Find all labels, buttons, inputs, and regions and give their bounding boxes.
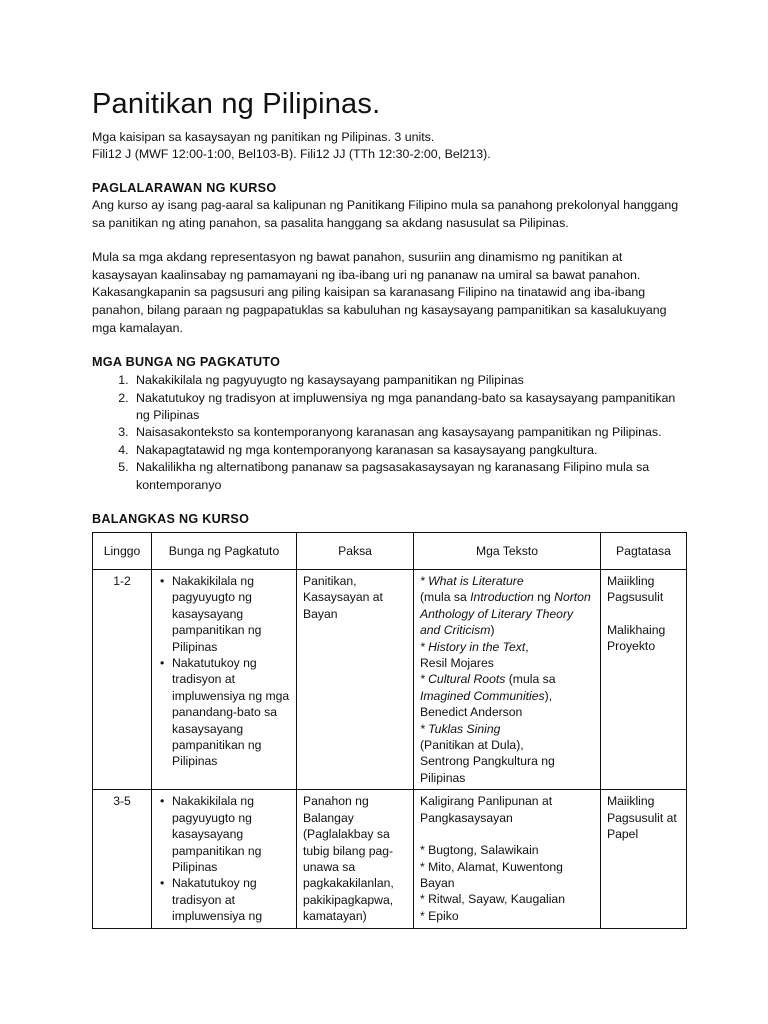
cell-linggo: 3-5	[93, 790, 152, 928]
text-author: Sentrong Pangkultura ng Pilipinas	[420, 754, 555, 785]
description-paragraph: Ang kurso ay isang pag-aaral sa kalipunan ng Panitikang Filipino mula sa panahong prekolonyal hanggang sa panitikan ng ating panahon, sa pasalita hanggang sa akdang nasusulat sa Pilipinas.	[92, 198, 679, 230]
column-header: Bunga ng Pagkatuto	[152, 533, 297, 570]
description-paragraph: Mula sa mga akdang representasyon ng bawat panahon, susuriin ang dinamismo ng panitikan at kasaysayan kaalinsabay ng pamamayani ng iba-ibang uri ng pananaw na umiral sa bawat panahon. Kakasangkapanin sa pagsusuri ang piling kaisipan sa karanasang Filipino na tinatawid ang iba-ibang panahon, bilang paraan ng pagpapatuklas sa kabuluhan ng kasaysayang pampanitikan sa kasalukuyang mga kamalayan.	[92, 250, 667, 335]
cell-paksa: Panitikan, Kasaysayan at Bayan	[297, 570, 414, 790]
cell-linggo: 1-2	[93, 570, 152, 790]
text-title: Introduction	[470, 590, 534, 605]
column-header: Pagtatasa	[601, 533, 687, 570]
cell-paksa: Panahon ng Balangay (Paglalakbay sa tubig bilang pag-unawa sa pagkakakilanlan, pakikipagkapwa, kamatayan)	[297, 790, 414, 928]
text-title: * What is Literature	[420, 574, 524, 588]
text-item: * Ritwal, Sayaw, Kaugalian	[420, 892, 565, 907]
cell-pagtatasa	[601, 570, 687, 790]
list-item: • Nakakikilala ng pagyuyugto ng kasaysayang pampanitikan ng Pilipinas	[172, 573, 290, 655]
outcomes-list	[92, 372, 680, 494]
column-header: Linggo	[93, 533, 152, 570]
text-title: * Tuklas Sining	[420, 721, 501, 736]
text-heading: Kaligirang Panlipunan at Pangkasaysayan	[420, 794, 553, 825]
cell-pagtatasa: Maiikling Pagsusulit at Papel	[601, 790, 687, 928]
section-heading-outline: BALANGKAS NG KURSO	[92, 512, 250, 526]
column-header: Mga Teksto	[414, 533, 601, 570]
cell-bunga	[152, 570, 297, 790]
text-fragment: (Panitikan at Dula),	[420, 738, 524, 753]
table-row	[93, 790, 687, 928]
list-item: 1. Nakakikilala ng pagyuyugto ng kasaysayang pampanitikan ng Pilipinas	[132, 372, 680, 389]
text-item: * Epiko	[420, 908, 459, 923]
cell-teksto	[414, 570, 601, 790]
list-item: 4. Nakapagtatawid ng mga kontemporanyong karanasan sa kasaysayang pangkultura.	[132, 442, 680, 459]
course-outline-table	[92, 532, 687, 929]
text-fragment: ),	[544, 688, 553, 703]
assessment-item: Maiikling Pagsusulit	[607, 574, 664, 605]
table-header-row	[93, 533, 687, 570]
text-item: * Mito, Alamat, Kuwentong Bayan	[420, 859, 563, 890]
cell-teksto	[414, 790, 601, 928]
section-heading-description: PAGLALARAWAN NG KURSO	[92, 181, 277, 195]
list-item: 3. Naisasakonteksto sa kontemporanyong karanasan ang kasaysayang pampanitikan ng Pilipinas.	[132, 424, 680, 441]
text-author: Resil Mojares	[420, 656, 494, 671]
text-fragment: ng	[533, 590, 551, 605]
course-info-line: Fili12 J (MWF 12:00-1:00, Bel103-B). Fili12 JJ (TTh 12:30-2:00, Bel213).	[92, 147, 491, 161]
text-fragment: (mula sa	[505, 672, 556, 687]
text-fragment: ,	[525, 639, 529, 654]
list-item: • Nakatutukoy ng tradisyon at impluwensiya ng	[172, 875, 290, 924]
course-info-line: Mga kaisipan sa kasaysayan ng panitikan ng Pilipinas. 3 units.	[92, 130, 435, 144]
text-title: * History in the Text	[420, 639, 526, 654]
cell-bunga	[152, 790, 297, 928]
text-item: * Bugtong, Salawikain	[420, 843, 539, 858]
list-item: 2. Nakatutukoy ng tradisyon at impluwensiya ng mga panandang-bato sa kasaysayang pampanitikan ng Pilipinas	[132, 390, 680, 425]
text-title: Norton Anthology of Literary Theory and Criticism	[420, 590, 591, 638]
text-title: * Cultural Roots	[420, 672, 506, 687]
text-fragment: (mula sa	[420, 590, 471, 605]
course-info	[92, 129, 680, 163]
page-title: Panitikan ng Pilipinas.	[92, 88, 381, 120]
list-item: • Nakakikilala ng pagyuyugto ng kasaysayang pampanitikan ng Pilipinas	[172, 793, 290, 875]
text-title: Imagined Communities	[420, 688, 545, 703]
assessment-item: Malikhaing Proyekto	[607, 622, 666, 654]
list-item: • Nakatutukoy ng tradisyon at impluwensiya ng mga panandang-bato sa kasaysayang pampanitikan ng Pilipinas	[172, 655, 290, 770]
list-item: 5. Nakalilikha ng alternatibong pananaw sa pagsasakasaysayan ng karanasang Filipino mula sa kontemporanyo	[132, 459, 680, 494]
section-heading-outcomes: MGA BUNGA NG PAGKATUTO	[92, 355, 281, 370]
text-author: Benedict Anderson	[420, 705, 523, 720]
column-header: Paksa	[297, 533, 414, 570]
table-row	[93, 570, 687, 790]
text-fragment: )	[490, 623, 495, 638]
